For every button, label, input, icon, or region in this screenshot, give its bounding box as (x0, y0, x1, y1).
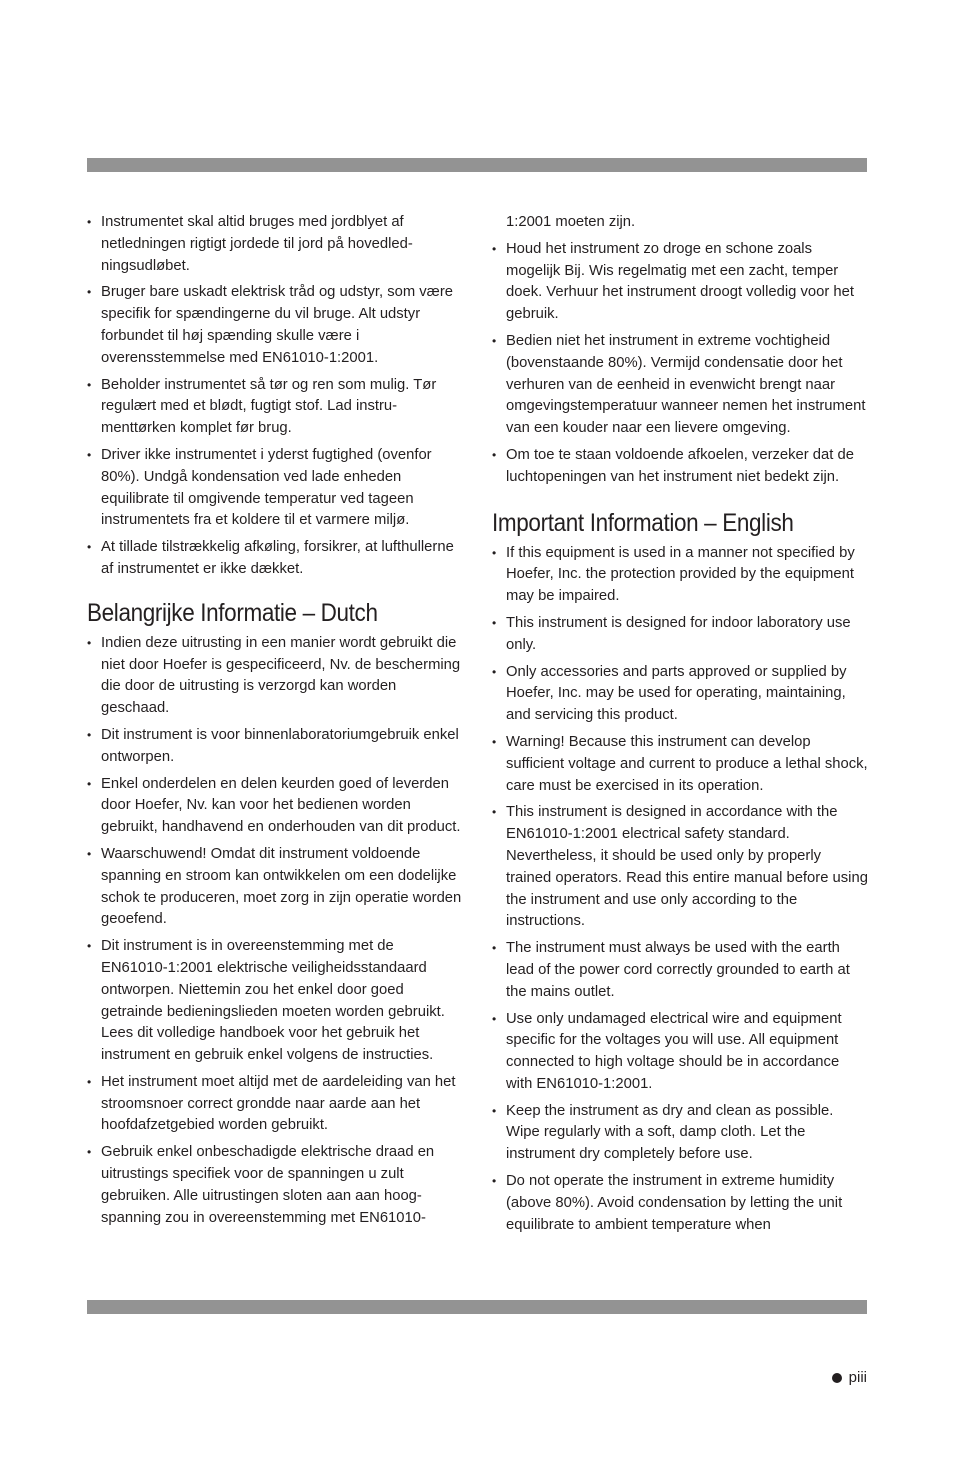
list-item: • Dit instrument is in overeenstemming met de EN61010-1:2001 elektrische veiligheidsstandaard ontworpen. Niettemin zou het enkel door goed getrainde bedieningslieden moeten worden gebruikt. Lees dit volledige handboek voor het gebruik het instrument en gebruik enkel volgens de instructies. (87, 938, 445, 1064)
list-item: • Om toe te staan voldoende afkoelen, verzeker dat de luchtopeningen van het instrument niet bedekt zijn. (492, 446, 854, 485)
bullet-icon: • (492, 1011, 497, 1026)
bullet-icon: • (87, 377, 92, 392)
bullet-icon: • (87, 1145, 92, 1160)
list-item: • This instrument is designed in accordance with the EN61010-1:2001 electrical safety standard. Nevertheless, it should be used only by properly trained operators. Read this entire manual before using the instrument and use only according to the instructions. (492, 804, 868, 930)
bullet-icon: • (492, 615, 497, 630)
list-item: • Bruger bare uskadt elektrisk tråd og udstyr, som være specifik for spændingerne du vil bruge. Alt udstyr forbundet til høj spænding skulle være i overensstemmelse med EN61010-1:2001. (87, 284, 453, 366)
bottom-rule (87, 1300, 867, 1314)
bullet-icon: • (492, 1103, 497, 1118)
page-footer (832, 1367, 867, 1389)
dutch-heading: Belangrijke Informatie – Dutch (87, 598, 378, 627)
list-item: • Enkel onderdelen en delen keurden goed of leverden door Hoefer, Nv. kan voor het bedienen worden gebruikt, handhavend en onderhouden van dit product. (87, 775, 461, 836)
list-item: • The instrument must always be used with the earth lead of the power cord correctly grounded to earth at the mains outlet. (492, 940, 850, 1000)
bullet-icon: • (87, 215, 92, 229)
list-item: • Driver ikke instrumentet i yderst fugtighed (ovenfor 80%). Undgå kondensation ved lade enheden equilibrate til omgivende temperatur ved tageen instrumentets fra et koldere til et varmere miljø. (87, 446, 432, 529)
bullet-icon: • (492, 664, 497, 679)
bullet-dot-icon (832, 1373, 842, 1383)
list-item: • Instrumentet skal altid bruges med jordblyet af netledningen rigtigt jordede til jord på hovedledningsudløbet. (87, 214, 413, 274)
bullet-icon: • (87, 939, 92, 954)
danish-list (87, 212, 463, 581)
list-item: • Use only undamaged electrical wire and equipment specific for the voltages you will use. All equipment connected to high voltage should be in accordance with EN61010-1:2001. (492, 1010, 842, 1092)
bullet-icon: • (87, 727, 92, 742)
bullet-icon: • (492, 1174, 497, 1189)
list-item: • Beholder instrumentet så tør og ren som mulig. Tør regulært med et blødt, fugtigt stof. Lad instrumenttørken komplet før brug. (87, 376, 437, 437)
list-item: • Only accessories and parts approved or supplied by Hoefer, Inc. may be used for operating, maintaining, and servicing this product. (492, 663, 847, 724)
english-heading: Important Information – English (492, 508, 794, 537)
list-item: • At tillade tilstrækkelig afkøling, forsikrer, at lufthullerne af instrumentet er ikke dækket. (87, 539, 454, 577)
bullet-icon: • (492, 941, 497, 956)
bullet-icon: • (87, 540, 92, 555)
top-rule (87, 158, 867, 172)
list-item: • Het instrument moet altijd met de aardeleiding van het stroomsnoer correct grondde naar aarde aan het hoofdafzetgebied worden gebruikt. (87, 1073, 456, 1134)
list-item: • This instrument is designed for indoor laboratory use only. (492, 614, 851, 653)
dutch-list (87, 633, 463, 1230)
bullet-icon: • (492, 734, 497, 749)
list-item: • Indien deze uitrusting in een manier wordt gebruikt die niet door Hoefer is gespecificeerd, Nv. de bescherming die door de uitrusting is verzorgd kan worden geschaad. (87, 634, 461, 717)
bullet-icon: • (87, 447, 92, 462)
list-item: • Dit instrument is voor binnenlaboratoriumgebruik enkel ontworpen. (87, 726, 459, 765)
bullet-icon: • (492, 545, 497, 560)
list-item: • Houd het instrument zo droge en schone zoals mogelijk Bij. Wis regelmatig met een zacht, temper doek. Verhuur het instrument droogt volledig voor het gebruik. (492, 240, 854, 323)
bullet-icon: • (492, 805, 497, 820)
left-column (87, 212, 463, 1234)
page-number: piii (848, 1369, 867, 1386)
bullet-icon: • (87, 776, 92, 791)
list-item: • Bedien niet het instrument in extreme vochtigheid (bovenstaande 80%). Vermijd condensatie door het verhuren van de eenheid in evenwicht brengt naar omgevingstemperatuur wanneer nemen het instrument van een kouder naar een lievere omgeving. (492, 332, 866, 437)
list-item: • Gebruik enkel onbeschadigde elektrische draad en uitrustings specifiek voor de spanningen u zult gebruiken. Alle uitrustingen sloten aan aan hoogspanning zou in overeenstemming met EN61010- (87, 1144, 435, 1226)
bullet-icon: • (492, 447, 497, 462)
dutch-list-continued (492, 239, 868, 489)
bullet-icon: • (87, 285, 92, 300)
english-list (492, 543, 868, 1237)
list-item: • Do not operate the instrument in extreme humidity (above 80%). Avoid condensation by letting the unit equilibrate to ambient temperature when (492, 1173, 843, 1233)
list-item: • Keep the instrument as dry and clean as possible. Wipe regularly with a soft, damp cloth. Let the instrument dry completely before use. (492, 1102, 834, 1163)
bullet-icon: • (87, 635, 92, 650)
bullet-icon: • (87, 1074, 92, 1089)
list-item: • Waarschuwend! Omdat dit instrument voldoende spanning en stroom kan ontwikkelen om een dodelijke schok te produceren, moet zorg in zijn operatie worden geoefend. (87, 845, 462, 928)
dutch-continuation: 1:2001 moeten zijn. (506, 214, 636, 230)
bullet-icon: • (492, 333, 497, 348)
right-column (492, 212, 868, 1241)
bullet-icon: • (87, 846, 92, 861)
list-item: • If this equipment is used in a manner not specified by Hoefer, Inc. the protection provided by the equipment may be impaired. (492, 544, 855, 605)
bullet-icon: • (492, 241, 497, 256)
list-item: • Warning! Because this instrument can develop sufficient voltage and current to produce a lethal shock, care must be exercised in its operation. (492, 733, 868, 794)
